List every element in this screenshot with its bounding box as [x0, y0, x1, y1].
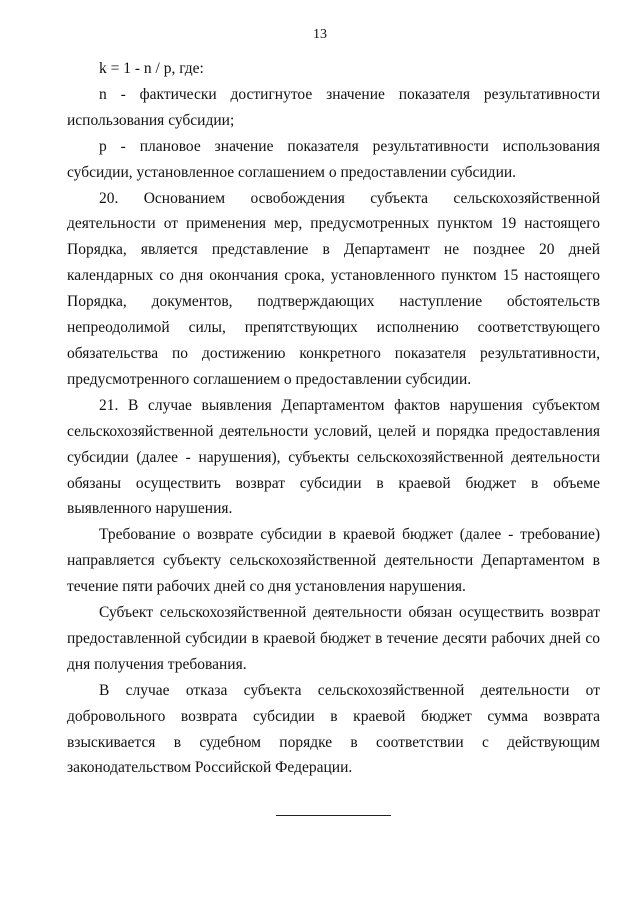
paragraph-n-definition: n - фактически достигнутое значение показателя результативности использования субсидии;	[67, 85, 600, 129]
document-body	[67, 56, 600, 781]
paragraph-demand: Требование о возврате субсидии в краевой бюджет (далее - требование) направляется субъекту сельскохозяйственной деятельности Департаментом в течение пяти рабочих дней со дня установления нарушения.	[67, 526, 600, 596]
page-number: 13	[313, 27, 327, 42]
paragraph-21: 21. В случае выявления Департаментом фактов нарушения субъектом сельскохозяйственной деятельности условий, целей и порядка предоставления субсидии (далее - нарушения), субъекты сельскохозяйственной деятельности обязаны осуществить возврат субсидии в краевой бюджет в объеме выявленного нарушения.	[67, 396, 600, 518]
paragraph-p-definition: р - плановое значение показателя результативности использования субсидии, установленное соглашением о предоставлении субсидии.	[67, 137, 600, 181]
paragraph-refusal: В случае отказа субъекта сельскохозяйственной деятельности от добровольного возврата субсидии в краевой бюджет сумма возврата взыскивается в судебном порядке в соответствии с действующим законодательством Российской Федерации.	[67, 681, 600, 777]
end-separator-line	[276, 815, 391, 816]
paragraph-return-obligation: Субъект сельскохозяйственной деятельности обязан осуществить возврат предоставленной субсидии в краевой бюджет в течение десяти рабочих дней со дня получения требования.	[67, 604, 600, 673]
formula-line: k = 1 - n / p, где:	[99, 60, 204, 77]
paragraph-20: 20. Основанием освобождения субъекта сельскохозяйственной деятельности от применения мер, предусмотренных пунктом 19 настоящего Порядка, является представление в Департамент не позднее 20 дней календарных со дня окончания срока, установленного пунктом 15 настоящего Порядка, документов, подтверждающих наступление обстоятельств непреодолимой силы, препятствующих исполнению соответствующего обязательства по достижению конкретного показателя результативности, предусмотренного соглашением о предоставлении субсидии.	[67, 189, 600, 388]
